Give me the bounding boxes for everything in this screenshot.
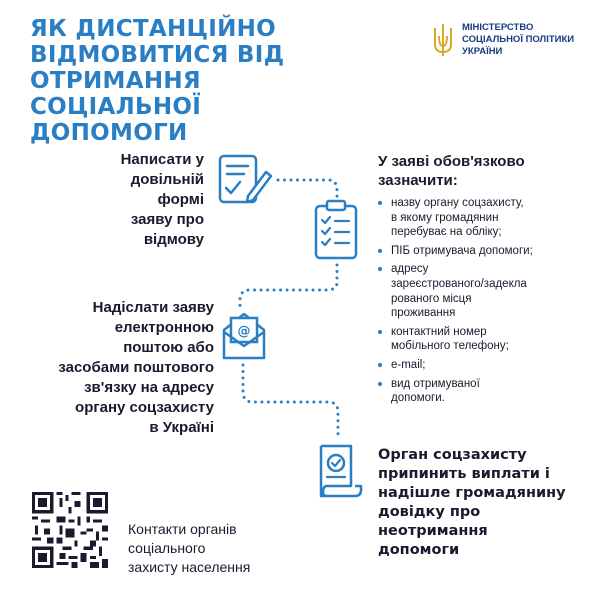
- requirements-list: [376, 196, 586, 410]
- certificate-document-icon: [315, 442, 363, 502]
- title-line: ОТРИМАННЯ СОЦІАЛЬНОЇ: [30, 68, 202, 120]
- outcome-text: Орган соцзахисту припинить виплати і надішле громадянину довідку про неотримання допомоги: [378, 447, 566, 558]
- ministry-logo: [430, 22, 574, 58]
- step-write-application: Написати у довільній формі заяву про відмову: [120, 151, 204, 248]
- list-item: e-mail;: [376, 358, 586, 373]
- svg-text:@: @: [237, 324, 251, 339]
- page-title: [30, 16, 370, 146]
- logo-line: СОЦІАЛЬНОЇ ПОЛІТИКИ: [462, 34, 575, 45]
- title-line: ДОПОМОГИ: [30, 120, 188, 146]
- list-item: ПІБ отримувача допомоги;: [376, 244, 586, 259]
- logo-line: МІНІСТЕРСТВО: [462, 22, 534, 33]
- list-item: вид отримуваної допомоги.: [376, 377, 586, 406]
- list-item: контактний номер мобільного телефону;: [376, 325, 586, 354]
- step-send-application: Надіслати заяву електронною поштою або засобами поштового зв'язку на адресу органу соцзахисту в Україні: [58, 299, 214, 436]
- logo-line: УКРАЇНИ: [462, 46, 503, 57]
- email-envelope-icon: [220, 306, 268, 362]
- requirements-title: У заяві обов'язково зазначити:: [378, 153, 525, 189]
- write-application-icon: [214, 150, 274, 210]
- title-line: ЯК ДИСТАНЦІЙНО: [30, 16, 277, 42]
- checklist-clipboard-icon: [312, 198, 360, 262]
- qr-code-icon[interactable]: [32, 492, 108, 568]
- contacts-label: Контакти органів соціального захисту населення: [128, 521, 251, 575]
- title-line: ВІДМОВИТИСЯ ВІД: [30, 42, 285, 68]
- list-item: назву органу соцзахисту, в якому громадянин перебуває на обліку;: [376, 196, 586, 240]
- ministry-trident-icon: [430, 22, 456, 58]
- list-item: адресу зареєстрованого/задекла рованого місця проживання: [376, 262, 586, 320]
